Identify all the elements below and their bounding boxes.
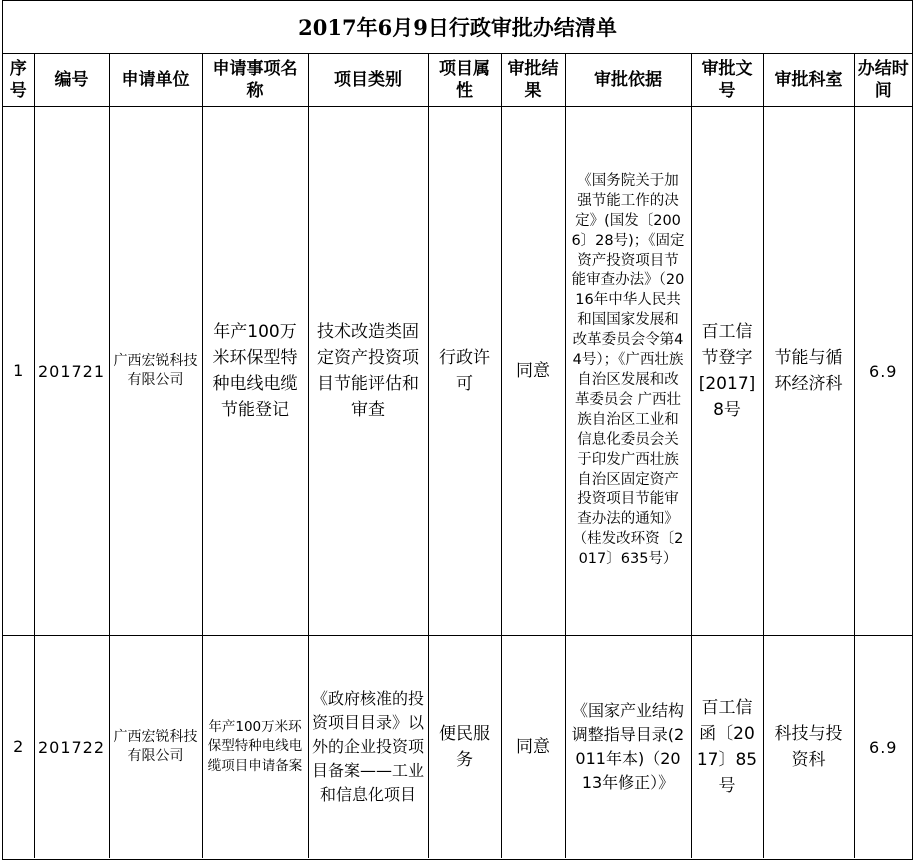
row-date: 6.9	[854, 636, 912, 859]
header-attribute: 项目属性	[428, 54, 501, 107]
table-row	[3, 107, 912, 636]
table-row	[3, 636, 912, 859]
header-item-name: 申请事项名称	[202, 54, 308, 107]
document-title: 2017年6月9日行政审批办结清单	[3, 1, 912, 54]
header-date: 办结时间	[854, 54, 912, 107]
row-category: 《政府核准的投资项目目录》以外的企业投资项目备案——工业和信息化项目	[308, 636, 428, 859]
row-seq: 2	[3, 636, 34, 859]
header-office: 审批科室	[763, 54, 854, 107]
row-doc-no: 百工信节登字[2017]8号	[691, 107, 763, 636]
row-doc-no: 百工信函〔2017〕85号	[691, 636, 763, 859]
row-result: 同意	[501, 107, 565, 636]
header-seq: 序号	[3, 54, 34, 107]
header-result: 审批结果	[501, 54, 565, 107]
row-category: 技术改造类固定资产投资项目节能评估和审查	[308, 107, 428, 636]
row-applicant: 广西宏锐科技有限公司	[109, 107, 202, 636]
header-doc-no: 审批文号	[691, 54, 763, 107]
row-result: 同意	[501, 636, 565, 859]
row-seq: 1	[3, 107, 34, 636]
row-basis: 《国务院关于加强节能工作的决定》(国发〔2006〕28号)；《固定资产投资项目节能审查办法》（2016年中华人民共和国国家发展和改革委员会令第44号）；《广西壮族自治区发展和改革委员会 广西壮族自治区工业和信息化委员会关于印发广西壮族自治区固定资产投资项目节能审查办法的通知》（桂发改环资〔2017〕635号）	[565, 107, 691, 636]
row-date: 6.9	[854, 107, 912, 636]
row-basis: 《国家产业结构调整指导目录(2011年本)（2013年修正）》	[565, 636, 691, 859]
row-office: 科技与投资科	[763, 636, 854, 859]
row-applicant: 广西宏锐科技有限公司	[109, 636, 202, 859]
row-attribute: 行政许可	[428, 107, 501, 636]
header-category: 项目类别	[308, 54, 428, 107]
row-item-name: 年产100万米环保型特种电线电缆节能登记	[202, 107, 308, 636]
header-basis: 审批依据	[565, 54, 691, 107]
approval-document	[2, 0, 913, 860]
row-attribute: 便民服务	[428, 636, 501, 859]
table-header-row	[3, 54, 912, 107]
row-code: 201721	[34, 107, 109, 636]
row-code: 201722	[34, 636, 109, 859]
header-applicant: 申请单位	[109, 54, 202, 107]
approval-table	[3, 54, 912, 858]
row-item-name: 年产100万米环保型特种电线电缆项目申请备案	[202, 636, 308, 859]
row-office: 节能与循环经济科	[763, 107, 854, 636]
header-code: 编号	[34, 54, 109, 107]
